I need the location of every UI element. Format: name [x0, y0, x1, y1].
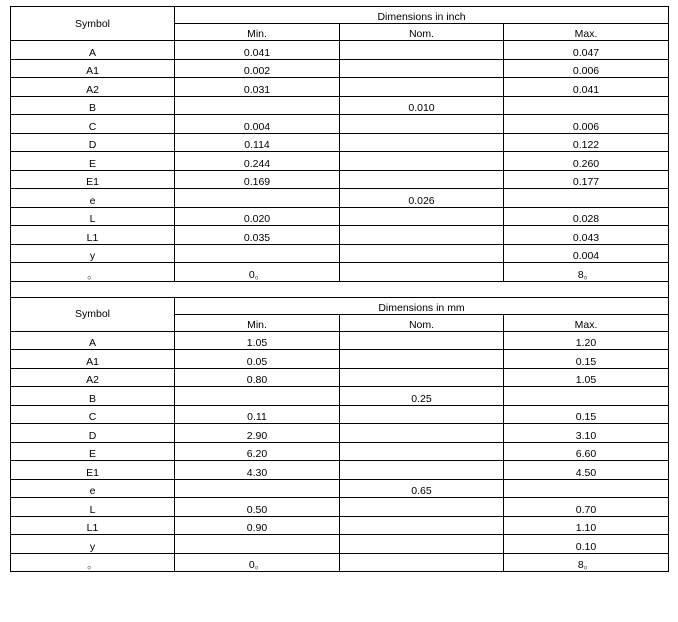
symbol-cell: B	[11, 96, 175, 115]
table-row	[11, 133, 669, 152]
min-cell: 0.020	[175, 207, 340, 226]
max-cell: 1.20	[504, 331, 669, 350]
symbol-cell: E	[11, 152, 175, 171]
nom-cell	[340, 170, 504, 189]
nom-cell	[340, 207, 504, 226]
max-cell: 0.043	[504, 226, 669, 245]
table-row	[11, 152, 669, 171]
symbol-cell: E1	[11, 461, 175, 480]
nom-cell	[340, 78, 504, 97]
nom-cell: 0.65	[340, 479, 504, 498]
table-row	[11, 189, 669, 208]
min-cell: 0.031	[175, 78, 340, 97]
table-row	[11, 96, 669, 115]
symbol-cell: D	[11, 133, 175, 152]
nom-cell	[340, 226, 504, 245]
table-row	[11, 78, 669, 97]
mm-table-body	[11, 297, 669, 572]
symbol-cell: e	[11, 189, 175, 208]
max-cell: 4.50	[504, 461, 669, 480]
min-cell: 4.30	[175, 461, 340, 480]
table-gap-row	[11, 281, 669, 297]
table-row	[11, 461, 669, 480]
symbol-cell: B	[11, 387, 175, 406]
min-cell	[175, 387, 340, 406]
symbol-cell: C	[11, 115, 175, 134]
symbol-cell: A1	[11, 59, 175, 78]
symbol-cell: C	[11, 405, 175, 424]
table-gap-cell	[11, 281, 669, 297]
max-cell	[504, 189, 669, 208]
min-cell: 2.90	[175, 424, 340, 443]
max-cell: 8。	[504, 263, 669, 282]
symbol-cell: 。	[11, 553, 175, 572]
table-gap	[11, 281, 669, 297]
nom-cell	[340, 350, 504, 369]
table-row	[11, 424, 669, 443]
nom-cell	[340, 516, 504, 535]
min-cell: 1.05	[175, 331, 340, 350]
col-max-header: Max.	[504, 314, 669, 331]
nom-cell	[340, 115, 504, 134]
table-row	[11, 170, 669, 189]
max-cell: 0.15	[504, 350, 669, 369]
max-cell: 0.006	[504, 115, 669, 134]
table-row	[11, 387, 669, 406]
table-row	[11, 516, 669, 535]
table-row	[11, 207, 669, 226]
symbol-cell: A	[11, 41, 175, 60]
nom-cell	[340, 461, 504, 480]
group-header-mm: Dimensions in mm	[175, 297, 669, 314]
nom-cell	[340, 59, 504, 78]
min-cell: 0.004	[175, 115, 340, 134]
symbol-cell: D	[11, 424, 175, 443]
min-cell: 0。	[175, 553, 340, 572]
mm-group-header-row	[11, 297, 669, 314]
table-row	[11, 442, 669, 461]
nom-cell	[340, 535, 504, 554]
dimensions-table	[10, 6, 669, 572]
max-cell	[504, 96, 669, 115]
symbol-cell: L1	[11, 516, 175, 535]
min-cell: 0.11	[175, 405, 340, 424]
min-cell	[175, 535, 340, 554]
max-cell: 0.70	[504, 498, 669, 517]
max-cell: 0.122	[504, 133, 669, 152]
nom-cell	[340, 498, 504, 517]
max-cell	[504, 479, 669, 498]
max-cell: 0.006	[504, 59, 669, 78]
nom-cell	[340, 244, 504, 263]
max-cell: 0.028	[504, 207, 669, 226]
max-cell: 0.004	[504, 244, 669, 263]
table-row	[11, 405, 669, 424]
min-cell: 0。	[175, 263, 340, 282]
min-cell: 0.80	[175, 368, 340, 387]
table-row	[11, 535, 669, 554]
symbol-cell: L1	[11, 226, 175, 245]
table-row	[11, 115, 669, 134]
max-cell: 8。	[504, 553, 669, 572]
min-cell: 0.041	[175, 41, 340, 60]
min-cell: 0.05	[175, 350, 340, 369]
nom-cell	[340, 368, 504, 387]
table-row	[11, 350, 669, 369]
max-cell: 0.177	[504, 170, 669, 189]
col-min-header: Min.	[175, 24, 340, 41]
nom-cell	[340, 553, 504, 572]
max-cell: 6.60	[504, 442, 669, 461]
nom-cell	[340, 152, 504, 171]
col-min-header: Min.	[175, 314, 340, 331]
symbol-header: Symbol	[11, 297, 175, 331]
table-row	[11, 479, 669, 498]
nom-cell	[340, 331, 504, 350]
nom-cell	[340, 442, 504, 461]
nom-cell: 0.010	[340, 96, 504, 115]
max-cell	[504, 387, 669, 406]
min-cell	[175, 479, 340, 498]
nom-cell	[340, 263, 504, 282]
col-max-header: Max.	[504, 24, 669, 41]
symbol-cell: L	[11, 207, 175, 226]
inch-group-header-row	[11, 7, 669, 24]
min-cell	[175, 189, 340, 208]
symbol-cell: L	[11, 498, 175, 517]
min-cell: 0.114	[175, 133, 340, 152]
col-nom-header: Nom.	[340, 314, 504, 331]
table-row	[11, 59, 669, 78]
table-row	[11, 226, 669, 245]
nom-cell: 0.25	[340, 387, 504, 406]
symbol-cell: A2	[11, 78, 175, 97]
table-row	[11, 41, 669, 60]
group-header-inch: Dimensions in inch	[175, 7, 669, 24]
symbol-cell: y	[11, 535, 175, 554]
table-row	[11, 368, 669, 387]
max-cell: 0.041	[504, 78, 669, 97]
min-cell: 6.20	[175, 442, 340, 461]
nom-cell: 0.026	[340, 189, 504, 208]
inch-table-body	[11, 7, 669, 282]
max-cell: 0.260	[504, 152, 669, 171]
min-cell: 0.169	[175, 170, 340, 189]
max-cell: 0.10	[504, 535, 669, 554]
symbol-cell: e	[11, 479, 175, 498]
nom-cell	[340, 424, 504, 443]
symbol-header: Symbol	[11, 7, 175, 41]
table-row	[11, 263, 669, 282]
symbol-cell: A2	[11, 368, 175, 387]
table-row	[11, 331, 669, 350]
nom-cell	[340, 405, 504, 424]
nom-cell	[340, 41, 504, 60]
symbol-cell: A	[11, 331, 175, 350]
min-cell: 0.50	[175, 498, 340, 517]
max-cell: 1.05	[504, 368, 669, 387]
max-cell: 3.10	[504, 424, 669, 443]
max-cell: 0.047	[504, 41, 669, 60]
symbol-cell: y	[11, 244, 175, 263]
min-cell: 0.035	[175, 226, 340, 245]
table-row	[11, 244, 669, 263]
dimensions-sheet	[10, 6, 668, 572]
symbol-cell: A1	[11, 350, 175, 369]
symbol-cell: 。	[11, 263, 175, 282]
table-row	[11, 553, 669, 572]
symbol-cell: E	[11, 442, 175, 461]
max-cell: 1.10	[504, 516, 669, 535]
table-row	[11, 498, 669, 517]
col-nom-header: Nom.	[340, 24, 504, 41]
nom-cell	[340, 133, 504, 152]
min-cell	[175, 96, 340, 115]
min-cell: 0.90	[175, 516, 340, 535]
min-cell: 0.002	[175, 59, 340, 78]
max-cell: 0.15	[504, 405, 669, 424]
min-cell: 0.244	[175, 152, 340, 171]
min-cell	[175, 244, 340, 263]
symbol-cell: E1	[11, 170, 175, 189]
